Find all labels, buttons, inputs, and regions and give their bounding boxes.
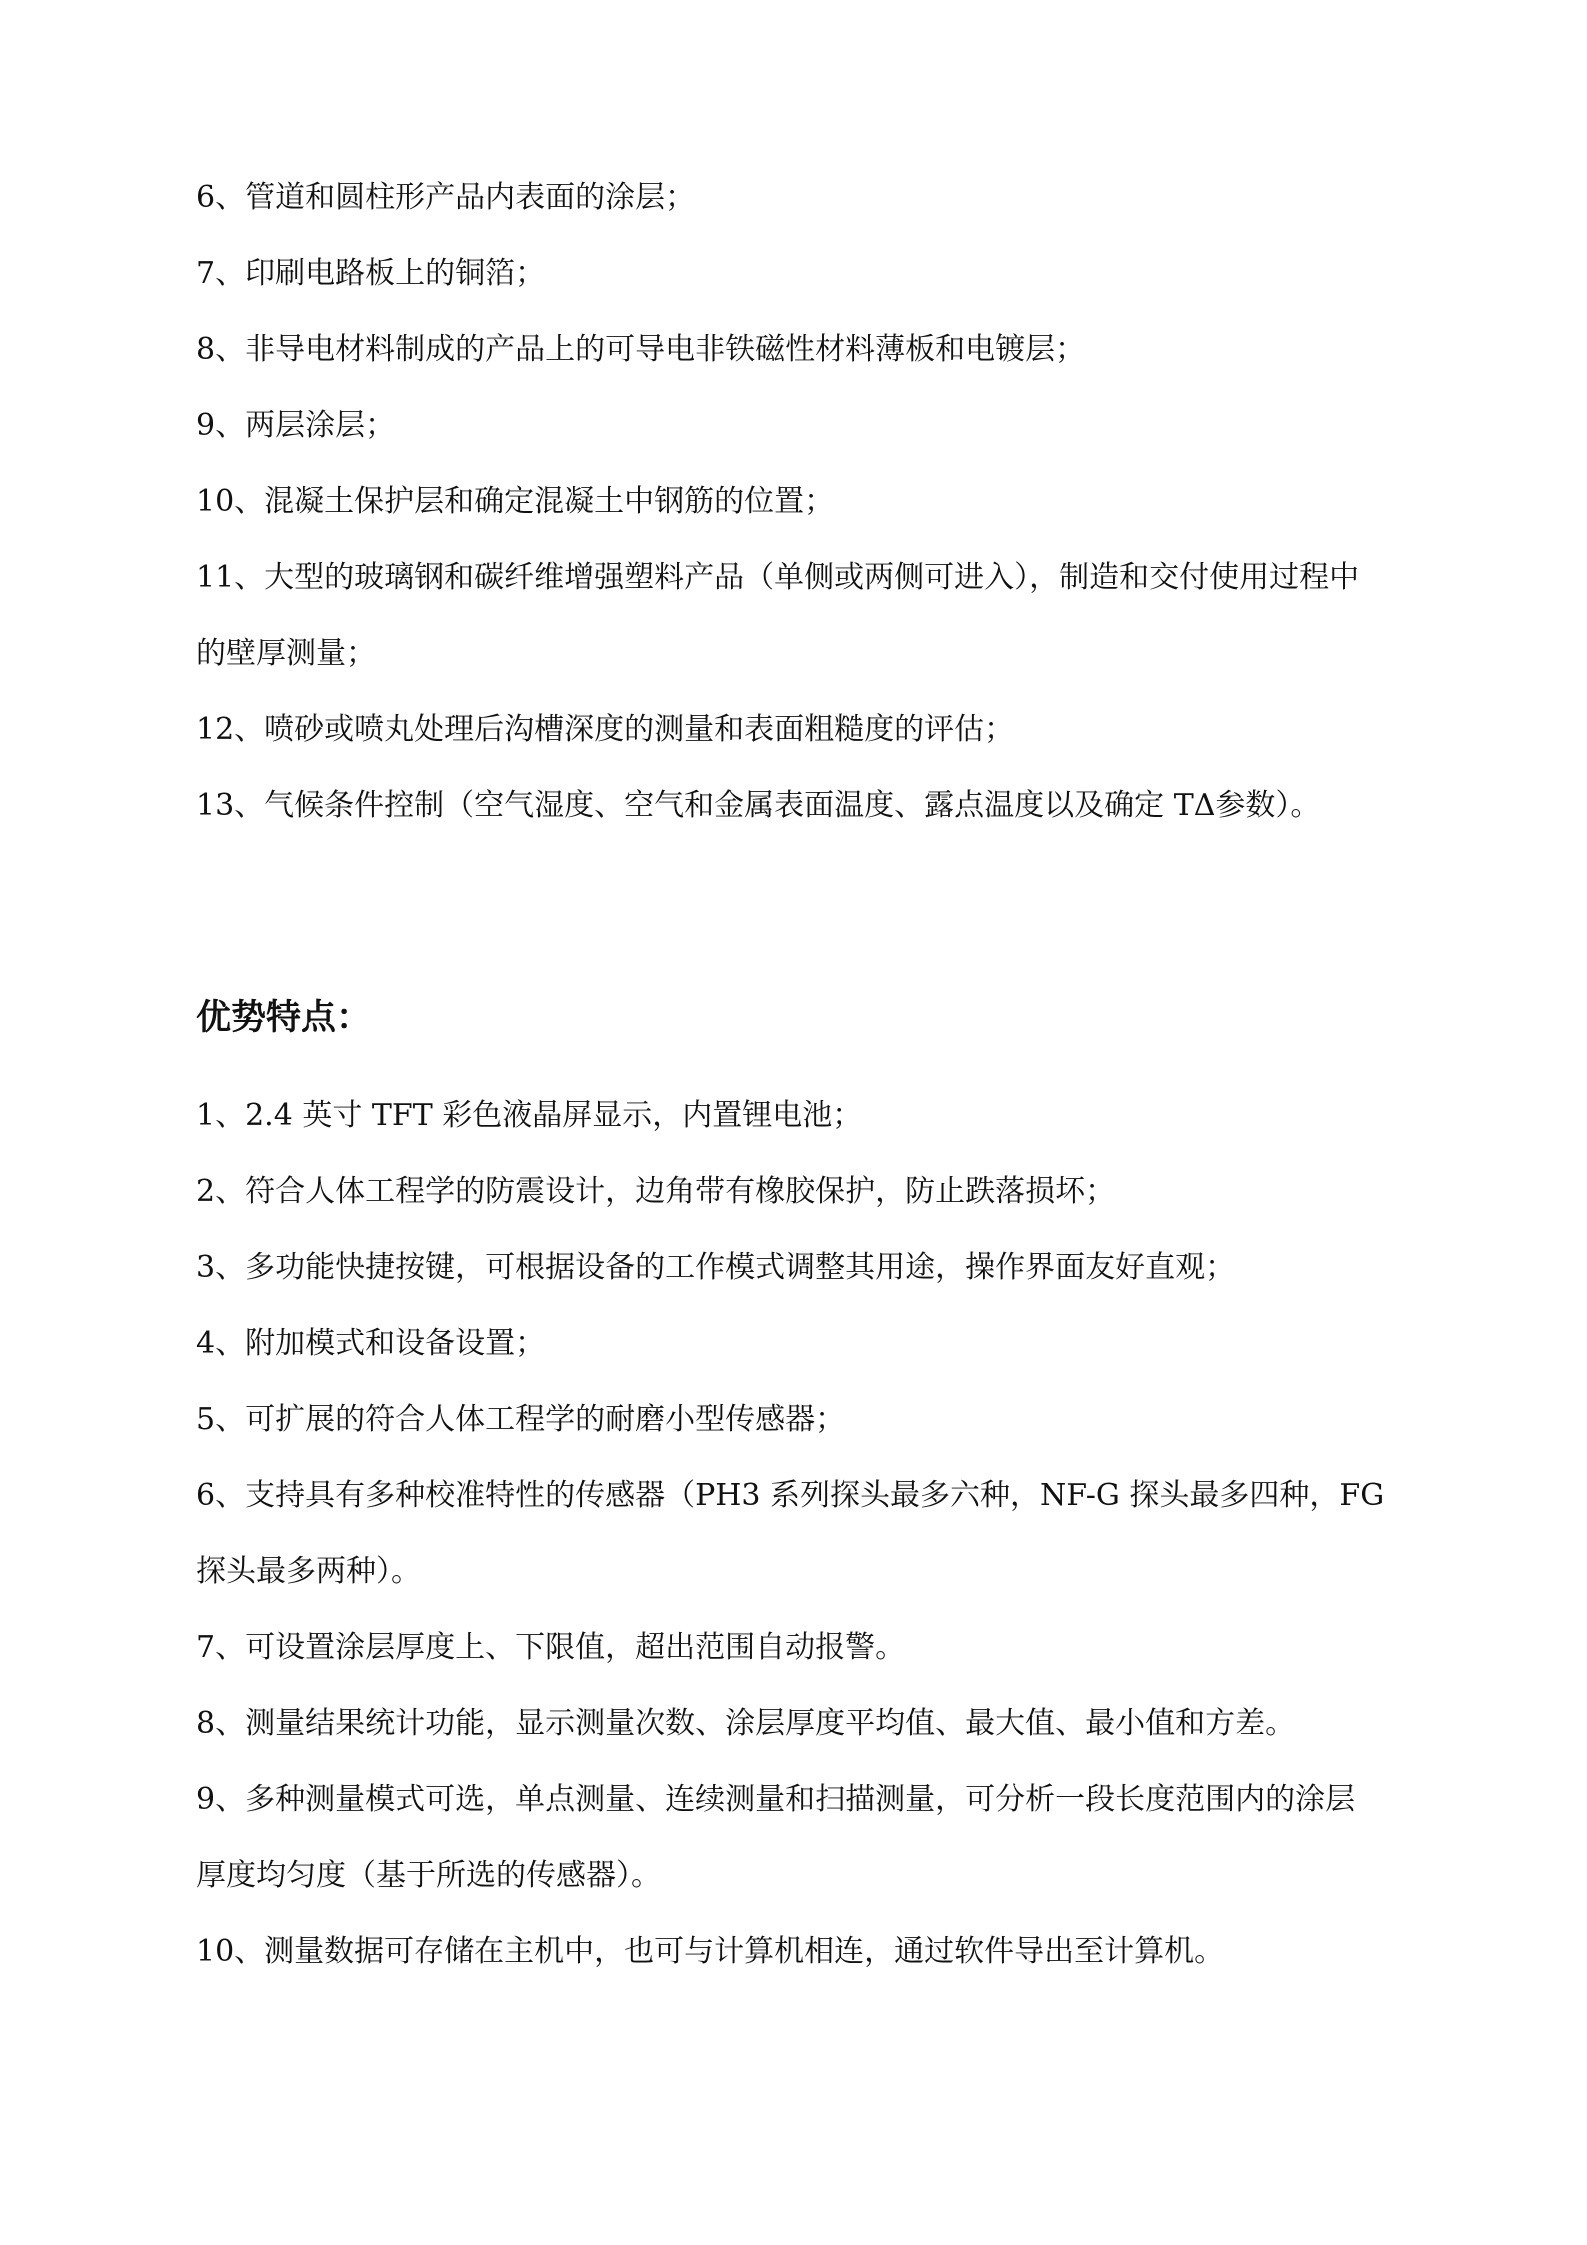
advantage-item-2: 2、符合人体工程学的防震设计，边角带有橡胶保护，防止跌落损坏；	[196, 1174, 1116, 1209]
advantages-heading: 优势特点：	[196, 997, 372, 1038]
application-item-8: 8、非导电材料制成的产品上的可导电非铁磁性材料薄板和电镀层；	[196, 332, 1086, 367]
application-item-6: 6、管道和圆柱形产品内表面的涂层；	[196, 180, 696, 215]
advantage-item-9: 9、多种测量模式可选，单点测量、连续测量和扫描测量，可分析一段长度范围内的涂层	[196, 1782, 1356, 1817]
advantage-item-5: 5、可扩展的符合人体工程学的耐磨小型传感器；	[196, 1402, 846, 1437]
application-item-11-continued: 的壁厚测量；	[196, 636, 376, 671]
advantage-item-3: 3、多功能快捷按键，可根据设备的工作模式调整其用途，操作界面友好直观；	[196, 1250, 1236, 1285]
advantage-item-7: 7、可设置涂层厚度上、下限值，超出范围自动报警。	[196, 1630, 906, 1665]
advantage-item-4: 4、附加模式和设备设置；	[196, 1326, 546, 1361]
application-item-13: 13、气候条件控制（空气湿度、空气和金属表面温度、露点温度以及确定 TΔ参数）。	[196, 788, 1321, 823]
application-item-12: 12、喷砂或喷丸处理后沟槽深度的测量和表面粗糙度的评估；	[196, 712, 1015, 747]
advantage-item-9-continued: 厚度均匀度（基于所选的传感器）。	[196, 1858, 661, 1893]
advantage-item-10: 10、测量数据可存储在主机中，也可与计算机相连，通过软件导出至计算机。	[196, 1934, 1225, 1969]
application-item-7: 7、印刷电路板上的铜箔；	[196, 256, 546, 291]
advantage-item-6: 6、支持具有多种校准特性的传感器（PH3 系列探头最多六种，NF-G 探头最多四种，FG	[196, 1478, 1385, 1513]
application-item-10: 10、混凝土保护层和确定混凝土中钢筋的位置；	[196, 484, 835, 519]
application-item-9: 9、两层涂层；	[196, 408, 396, 443]
application-item-11: 11、大型的玻璃钢和碳纤维增强塑料产品（单侧或两侧可进入），制造和交付使用过程中	[196, 560, 1360, 595]
advantage-item-6-continued: 探头最多两种）。	[196, 1554, 421, 1589]
advantage-item-1: 1、2.4 英寸 TFT 彩色液晶屏显示，内置锂电池；	[196, 1098, 863, 1133]
advantage-item-8: 8、测量结果统计功能，显示测量次数、涂层厚度平均值、最大值、最小值和方差。	[196, 1706, 1296, 1741]
